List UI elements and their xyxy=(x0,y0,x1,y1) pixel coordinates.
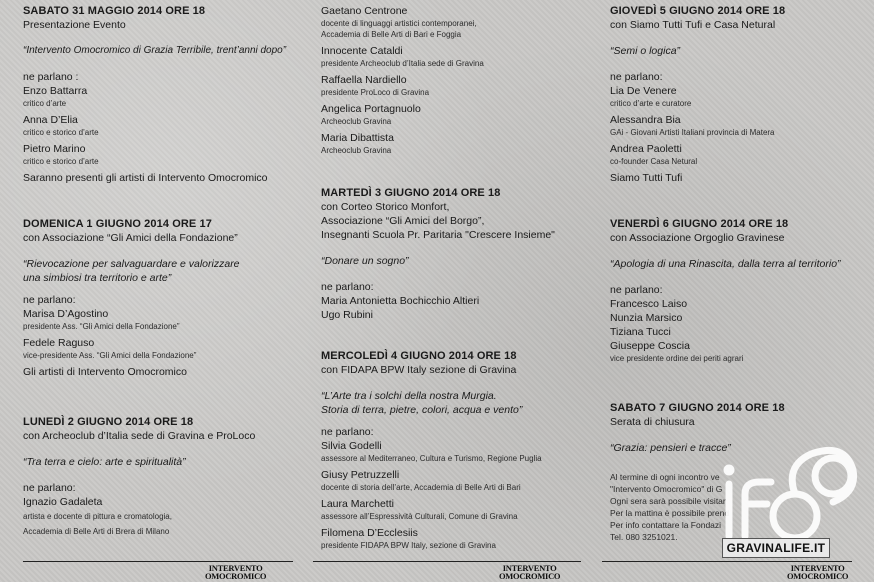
speaker-name: Francesco Laiso xyxy=(610,298,688,310)
event-subtitle: con Siamo Tutti Tufi e Casa Netural xyxy=(610,19,776,31)
event-quote: “Tra terra e cielo: arte e spiritualità” xyxy=(23,456,186,468)
logo-line: INTERVENTO xyxy=(208,563,263,573)
logo-line: INTERVENTO xyxy=(790,563,845,573)
speaker-name: Ignazio Gadaleta xyxy=(23,496,103,508)
logo-line: INTERVENTO xyxy=(502,563,557,573)
speaker-name: Maria Antonietta Bochicchio Altieri xyxy=(321,295,480,307)
event-quote-line2: una simbiosi tra territorio e arte” xyxy=(23,272,172,284)
ne-parlano-label: ne parlano: xyxy=(321,426,374,438)
intervento-omocromico-logo xyxy=(787,564,848,580)
event-line: Associazione “Gli Amici del Borgo”, xyxy=(321,215,485,227)
event-subtitle: con Associazione “Gli Amici della Fondazione” xyxy=(23,232,238,244)
speaker-role: vice presidente ordine dei periti agrari xyxy=(610,354,744,363)
event-line: con Corteo Storico Monfort, xyxy=(321,201,450,213)
speaker-role: docente di storia dell’arte, Accademia di Belle Arti di Bari xyxy=(321,483,521,492)
speaker-role: critico d’arte xyxy=(23,99,67,108)
speaker-role: vice-presidente Ass. “Gli Amici della Fondazione” xyxy=(23,351,197,360)
event-heading: VENERDÌ 6 GIUGNO 2014 ORE 18 xyxy=(610,218,789,230)
speaker-name: Laura Marchetti xyxy=(321,498,394,510)
logo-line: OMOCROMICO xyxy=(499,571,561,581)
event-quote: “Semi o logica” xyxy=(610,45,681,57)
speaker-name: Gaetano Centrone xyxy=(321,5,408,17)
column-2 xyxy=(321,0,581,582)
event-subtitle: con Archeoclub d’Italia sede di Gravina e ProLoco xyxy=(23,430,256,442)
speaker-name: Silvia Godelli xyxy=(321,440,382,452)
speaker-name: Raffaella Nardiello xyxy=(321,74,407,86)
event-heading: MARTEDÌ 3 GIUGNO 2014 ORE 18 xyxy=(321,187,501,199)
speaker-name: Nunzia Marsico xyxy=(610,312,683,324)
speaker-role: presidente ProLoco di Gravina xyxy=(321,88,430,97)
event-note: Saranno presenti gli artisti di Intervento Omocromico xyxy=(23,172,268,184)
ne-parlano-label: ne parlano: xyxy=(23,482,76,494)
event-note: Siamo Tutti Tufi xyxy=(610,172,683,184)
event-line: Insegnanti Scuola Pr. Paritaria "Crescere Insieme" xyxy=(321,229,555,241)
speaker-role: Archeoclub Gravina xyxy=(321,146,392,155)
speaker-name: Lia De Venere xyxy=(610,85,677,97)
footer-rule xyxy=(23,561,293,562)
ne-parlano-label: ne parlano : xyxy=(23,71,79,83)
event-quote: “Intervento Omocromico di Grazia Terribile, trent’anni dopo” xyxy=(23,45,287,56)
event-heading: SABATO 7 GIUGNO 2014 ORE 18 xyxy=(610,402,785,414)
speaker-name: Maria Dibattista xyxy=(321,132,394,144)
speaker-name: Marisa D’Agostino xyxy=(23,308,109,320)
speaker-name: Filomena D’Ecclesiis xyxy=(321,527,418,539)
event-2-giugno-continued xyxy=(321,4,581,156)
event-quote-line1: “Rievocazione per salvaguardare e valorizzare xyxy=(23,258,240,270)
speaker-role: Accademia di Belle Arti di Bari e Foggia xyxy=(321,30,462,39)
info-line: Ogni sera sarà possibile visitar xyxy=(610,496,726,506)
event-heading: SABATO 31 MAGGIO 2014 ORE 18 xyxy=(23,5,206,17)
footer-rule xyxy=(313,561,581,562)
speaker-role: critico e storico d’arte xyxy=(23,157,99,166)
speaker-name: Innocente Cataldi xyxy=(321,45,403,57)
speaker-role: presidente Ass. “Gli Amici della Fondazione” xyxy=(23,322,180,331)
gravinalife-badge: GRAVINALIFE.IT xyxy=(722,538,830,558)
info-line: Al termine di ogni incontro ve xyxy=(610,472,720,482)
event-quote: “Grazia: pensieri e tracce” xyxy=(610,442,731,454)
speaker-role: assessore al Mediterraneo, Cultura e Turismo, Regione Puglia xyxy=(321,454,542,463)
info-line: Tel. 080 3251021. xyxy=(610,532,678,542)
event-subtitle: Serata di chiusura xyxy=(610,416,695,428)
speaker-role: artista e docente di pittura e cromatologia, xyxy=(23,512,172,521)
event-5-giugno xyxy=(610,4,872,185)
speaker-name: Pietro Marino xyxy=(23,143,86,155)
event-quote-line2: Storia di terra, pietre, colori, acqua e vento” xyxy=(321,404,523,416)
intervento-omocromico-logo xyxy=(205,564,266,580)
event-2-giugno xyxy=(23,415,293,539)
speaker-role: presidente Archeoclub d’Italia sede di Gravina xyxy=(321,59,484,68)
event-3-giugno xyxy=(321,186,581,322)
event-heading: MERCOLEDÌ 4 GIUGNO 2014 ORE 18 xyxy=(321,350,517,362)
speaker-role: GAi - Giovani Artisti Italiani provincia di Matera xyxy=(610,128,775,137)
speaker-role: assessore all’Espressività Culturali, Comune di Gravina xyxy=(321,512,518,521)
speaker-role: Archeoclub Gravina xyxy=(321,117,392,126)
speaker-role: critico d’arte e curatore xyxy=(610,99,692,108)
ne-parlano-label: ne parlano: xyxy=(610,71,663,83)
event-heading: DOMENICA 1 GIUGNO 2014 ORE 17 xyxy=(23,218,212,230)
event-heading: GIOVEDÌ 5 GIUGNO 2014 ORE 18 xyxy=(610,5,786,17)
info-line: Per info contattare la Fondazi xyxy=(610,520,722,530)
event-heading: LUNEDÌ 2 GIUGNO 2014 ORE 18 xyxy=(23,416,194,428)
event-subtitle: con FIDAPA BPW Italy sezione di Gravina xyxy=(321,364,517,376)
speaker-name: Ugo Rubini xyxy=(321,309,373,321)
column-1 xyxy=(23,0,293,582)
event-note: Gli artisti di Intervento Omocromico xyxy=(23,366,187,378)
speaker-name: Giuseppe Coscia xyxy=(610,340,690,352)
logo-line: OMOCROMICO xyxy=(787,571,849,581)
event-subtitle: Presentazione Evento xyxy=(23,19,126,31)
speaker-name: Andrea Paoletti xyxy=(610,143,682,155)
ne-parlano-label: ne parlano: xyxy=(321,281,374,293)
event-6-giugno xyxy=(610,217,872,364)
logo-line: OMOCROMICO xyxy=(205,571,267,581)
event-quote: “Apologia di una Rinascita, dalla terra al territorio” xyxy=(610,258,841,270)
event-4-giugno xyxy=(321,349,581,551)
speaker-role: co-founder Casa Netural xyxy=(610,157,698,166)
speaker-role: docente di linguaggi artistici contemporanei, xyxy=(321,19,477,28)
event-1-giugno xyxy=(23,217,293,379)
event-subtitle: con Associazione Orgoglio Gravinese xyxy=(610,232,785,244)
event-31-maggio xyxy=(23,4,293,185)
event-quote-line1: “L’Arte tra i solchi della nostra Murgia. xyxy=(321,390,497,402)
speaker-name: Tiziana Tucci xyxy=(610,326,671,338)
info-line: "Intervento Omocromico" di G xyxy=(610,484,723,494)
speaker-name: Giusy Petruzzelli xyxy=(321,469,400,481)
ne-parlano-label: ne parlano: xyxy=(23,294,76,306)
speaker-name: Alessandra Bia xyxy=(610,114,681,126)
speaker-name: Anna D’Elia xyxy=(23,114,78,126)
speaker-role: Accademia di Belle Arti di Brera di Milano xyxy=(23,527,170,536)
speaker-role: presidente FIDAPA BPW Italy, sezione di Gravina xyxy=(321,541,496,550)
info-line: Per la mattina è possibile prend xyxy=(610,508,730,518)
speaker-name: Enzo Battarra xyxy=(23,85,88,97)
intervento-omocromico-logo xyxy=(499,564,560,580)
speaker-name: Fedele Raguso xyxy=(23,337,95,349)
speaker-role: critico e storico d’arte xyxy=(23,128,99,137)
event-quote: “Donare un sogno” xyxy=(321,255,409,267)
speaker-name: Angelica Portagnuolo xyxy=(321,103,421,115)
ne-parlano-label: ne parlano: xyxy=(610,284,663,296)
